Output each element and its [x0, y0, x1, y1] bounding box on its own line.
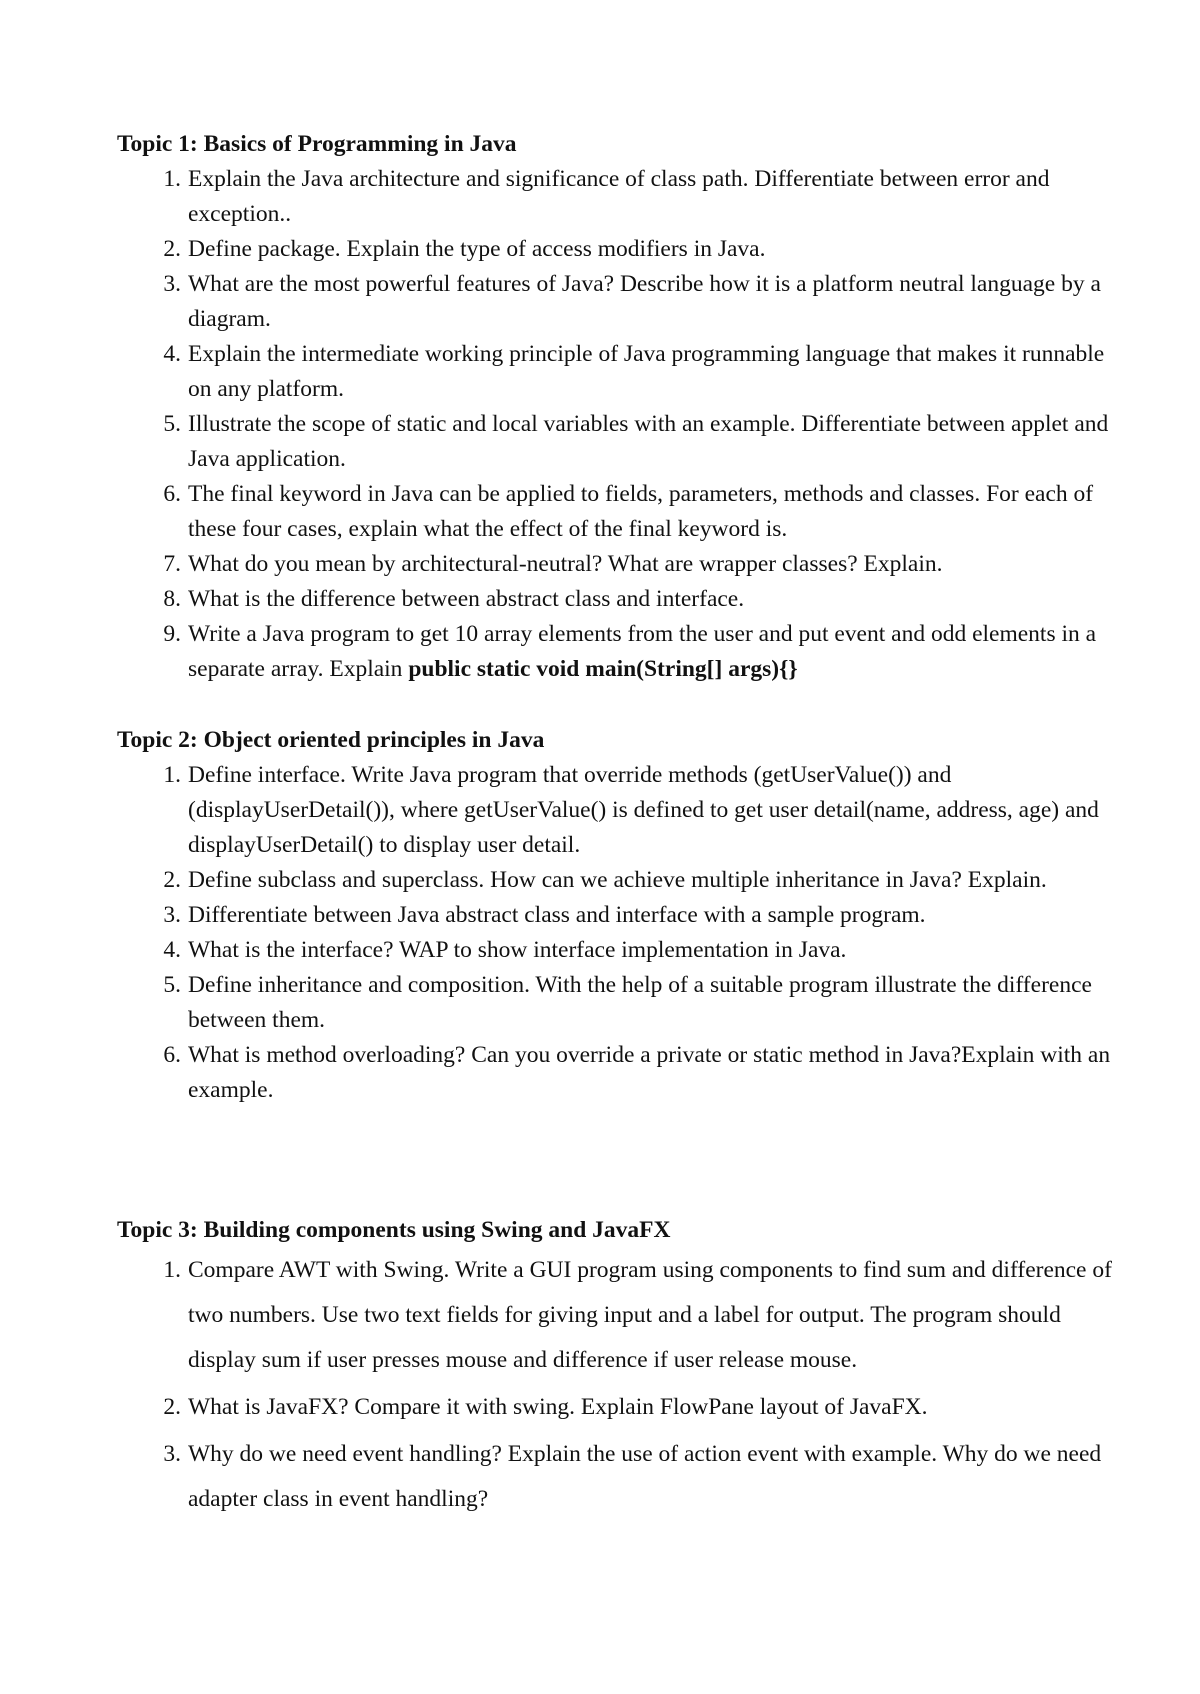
- item-text: Define interface. Write Java program that override methods (getUserValue()) and (displayUserDetail()), where getUserValue() is defined to get user detail(name, address, age) and displayUserDetail() to display user detail.: [188, 762, 1099, 858]
- list-item: [117, 1385, 1117, 1430]
- item-number: 2.: [163, 867, 181, 893]
- item-text: Explain the intermediate working principle of Java programming language that makes it runnable on any platform.: [188, 341, 1105, 402]
- item-number: 5.: [163, 972, 181, 998]
- item-text: The final keyword in Java can be applied to fields, parameters, methods and classes. For each of these four cases, explain what the effect of the final keyword is.: [188, 481, 1094, 542]
- item-text: Explain the Java architecture and significance of class path. Differentiate between error and exception..: [188, 166, 1050, 227]
- list-item: [117, 407, 1117, 477]
- item-text: Define subclass and superclass. How can we achieve multiple inheritance in Java? Explain.: [188, 867, 1047, 893]
- topic-1-section: [117, 127, 1117, 687]
- list-item: [117, 582, 1117, 617]
- list-item: [117, 933, 1117, 968]
- item-text: What is JavaFX? Compare it with swing. Explain FlowPane layout of JavaFX.: [188, 1394, 928, 1420]
- item-number: 9.: [163, 621, 181, 647]
- item-text: Illustrate the scope of static and local variables with an example. Differentiate between applet and Java application.: [188, 411, 1109, 472]
- list-item: [117, 968, 1117, 1038]
- item-number: 7.: [163, 551, 181, 577]
- topic-2-title: Topic 2: Object oriented principles in Java: [117, 727, 545, 753]
- item-text: Compare AWT with Swing. Write a GUI program using components to find sum and difference of two numbers. Use two text fields for giving input and a label for output. The program should display sum if user presses mouse and difference if user release mouse.: [188, 1257, 1112, 1373]
- topic-2-section: [117, 723, 1117, 1108]
- list-item: [117, 232, 1117, 267]
- item-number: 1.: [163, 1257, 181, 1283]
- item-text: Why do we need event handling? Explain the use of action event with example. Why do we need adapter class in event handling?: [188, 1441, 1102, 1512]
- topic-1-title: Topic 1: Basics of Programming in Java: [117, 131, 517, 157]
- topic-3-title: Topic 3: Building components using Swing and JavaFX: [117, 1217, 671, 1243]
- item-text: Define inheritance and composition. With the help of a suitable program illustrate the difference between them.: [188, 972, 1092, 1033]
- item-number: 1.: [163, 166, 181, 192]
- topic-2-question-list: [117, 758, 1117, 1108]
- list-item: [117, 617, 1117, 687]
- item-number: 4.: [163, 937, 181, 963]
- item-number: 3.: [163, 902, 181, 928]
- item-number: 3.: [163, 271, 181, 297]
- item-number: 5.: [163, 411, 181, 437]
- item-text: What are the most powerful features of Java? Describe how it is a platform neutral language by a diagram.: [188, 271, 1101, 332]
- item-text: What is the interface? WAP to show interface implementation in Java.: [188, 937, 847, 963]
- list-item: [117, 477, 1117, 547]
- item-number: 6.: [163, 1042, 181, 1068]
- list-item: [117, 1432, 1117, 1522]
- list-item: [117, 898, 1117, 933]
- item-text: Differentiate between Java abstract class and interface with a sample program.: [188, 902, 926, 928]
- list-item: [117, 863, 1117, 898]
- list-item: [117, 162, 1117, 232]
- topic-3-section: [117, 1213, 1117, 1524]
- item-text: What is method overloading? Can you override a private or static method in Java?Explain with an example.: [188, 1042, 1111, 1103]
- item-number: 2.: [163, 1394, 181, 1420]
- topic-1-question-list: [117, 162, 1117, 687]
- topic-3-question-list: [117, 1248, 1117, 1522]
- main-method-signature: public static void main(String[] args){}: [408, 656, 798, 682]
- item-text: What is the difference between abstract class and interface.: [188, 586, 745, 612]
- list-item: [117, 758, 1117, 863]
- item-text: Define package. Explain the type of access modifiers in Java.: [188, 236, 766, 262]
- item-number: 6.: [163, 481, 181, 507]
- list-item: [117, 337, 1117, 407]
- list-item: [117, 547, 1117, 582]
- list-item: [117, 1038, 1117, 1108]
- list-item: [117, 267, 1117, 337]
- list-item: [117, 1248, 1117, 1383]
- item-number: 8.: [163, 586, 181, 612]
- item-number: 3.: [163, 1441, 181, 1467]
- item-text: What do you mean by architectural-neutral? What are wrapper classes? Explain.: [188, 551, 943, 577]
- item-number: 1.: [163, 762, 181, 788]
- item-number: 2.: [163, 236, 181, 262]
- item-text: Write a Java program to get 10 array elements from the user and put event and odd elements in a separate array. Explain: [188, 621, 1097, 682]
- item-number: 4.: [163, 341, 181, 367]
